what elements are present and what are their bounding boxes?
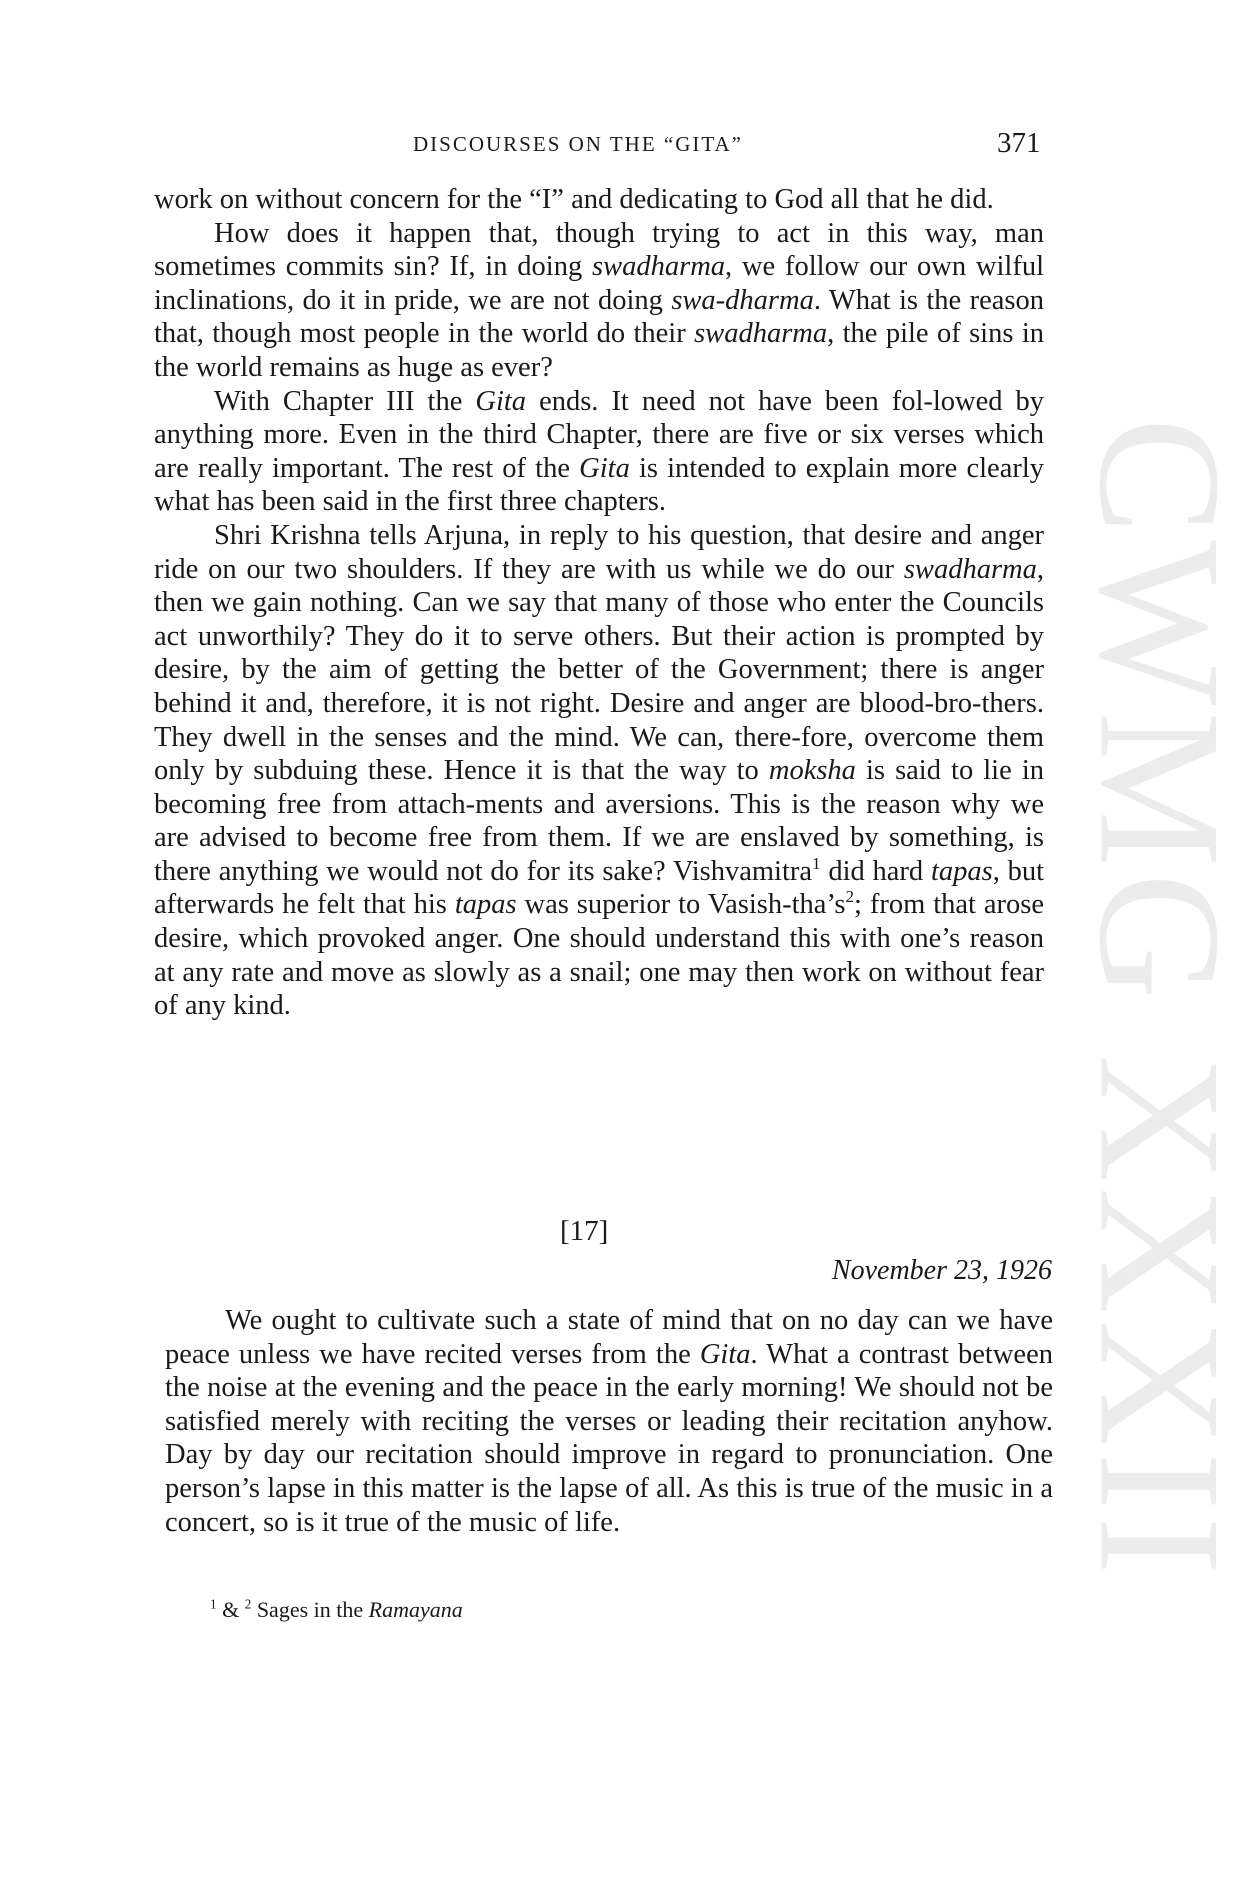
italic-term: tapas xyxy=(454,889,517,921)
footnote-marker: 1 xyxy=(812,853,821,873)
text-run: & xyxy=(216,1597,245,1622)
text-run: . What is the reason that, though most people in the world do their xyxy=(154,284,1044,350)
italic-term: Gita xyxy=(579,452,630,484)
body-text-block-2 xyxy=(165,1304,1053,1539)
italic-term: Gita xyxy=(699,1338,751,1370)
text-run: , then we gain nothing. Can we say that many of those who enter the Councils act unworthily? They do it to serve others. But their action is prompted by desire, by the aim of getting the better of the Government; there is anger behind it and, therefore, it is not right. Desire and anger are blood-bro-thers. They dwell in the senses and the mind. We can, there-fore, overcome them only by subduing these. Hence it is that the way to xyxy=(154,553,1044,787)
text-run: How does it happen that, though trying to act in this way, man sometimes commits sin? If, in doing xyxy=(154,217,1044,283)
text-run: , but afterwards he felt that his xyxy=(154,855,1045,921)
text-run: ; from that arose desire, which provoked anger. One should understand this with one’s reason at any rate and move as slowly as a snail; one may then work on without fear of any kind. xyxy=(154,889,1044,1022)
italic-term: swadharma xyxy=(903,553,1037,585)
footnote xyxy=(210,1597,463,1623)
paragraph-continuation: work on without concern for the “I” and dedicating to God all that he did. xyxy=(154,184,994,215)
paragraph-recitation xyxy=(165,1304,1053,1539)
text-run: did hard xyxy=(820,855,931,887)
text-run: was superior to Vasish-tha’s xyxy=(516,889,846,921)
italic-term: swadharma xyxy=(694,318,828,350)
text-run: , we follow our own wilful inclinations, do it in pride, we are not doing xyxy=(154,251,1044,316)
text-run: Shri Krishna tells Arjuna, in reply to his question, that desire and anger ride on our two shoulders. If they are with us while we do our xyxy=(154,519,1044,585)
dateline: November 23, 1926 xyxy=(831,1255,1052,1286)
italic-term: Gita xyxy=(475,385,527,417)
section-number: [17] xyxy=(560,1215,609,1247)
footnote-marker: 2 xyxy=(244,1596,252,1612)
italic-term: swa-dharma xyxy=(671,284,814,316)
text-run: With Chapter III the xyxy=(214,385,476,417)
italic-term: swadharma xyxy=(592,251,726,283)
italic-term: tapas xyxy=(930,855,993,887)
text-run: , the pile of sins in the world remains as huge as ever? xyxy=(154,318,1044,383)
running-head: DISCOURSES ON THE “GITA” xyxy=(413,132,744,156)
italic-term: moksha xyxy=(768,755,856,787)
paragraph-sin-question xyxy=(154,217,1044,385)
footnote-marker: 2 xyxy=(845,887,854,907)
text-run: is intended to explain more clearly what has been said in the first three chapters. xyxy=(154,452,1044,518)
text-run: We ought to cultivate such a state of mind that on no day can we have peace unless we have recited verses from the xyxy=(165,1305,1053,1370)
text-run: is said to lie in becoming free from attach-ments and aversions. This is the reason why we are advised to become free from them. If we are enslaved by something, is there anything we would not do for its sake? Vishvamitra xyxy=(154,755,1044,887)
text-run: Sages in the xyxy=(251,1597,369,1622)
page-number: 371 xyxy=(997,127,1041,159)
text-run: . What a contrast between the noise at the evening and the peace in the early morning! We should not be satisfied merely with reciting the verses or leading their recitation anyhow. Day by day our recitation should improve in regard to pronunciation. One person’s lapse in this matter is the lapse of all. As this is true of the music in a concert, so is it true of the music of life. xyxy=(165,1338,1053,1538)
watermark xyxy=(1063,417,1258,1581)
watermark-text: CWMG XXXII xyxy=(1063,417,1258,1581)
paragraph-desire-anger xyxy=(154,519,1044,1023)
italic-term: Ramayana xyxy=(368,1597,463,1622)
footnote-marker: 1 xyxy=(210,1596,217,1612)
text-run: ends. It need not have been fol-lowed by anything more. Even in the third Chapter, there are five or six verses which are really important. The rest of the xyxy=(154,385,1045,484)
paragraph-chapter-three xyxy=(154,385,1044,519)
body-text-block-1 xyxy=(154,183,1044,1023)
